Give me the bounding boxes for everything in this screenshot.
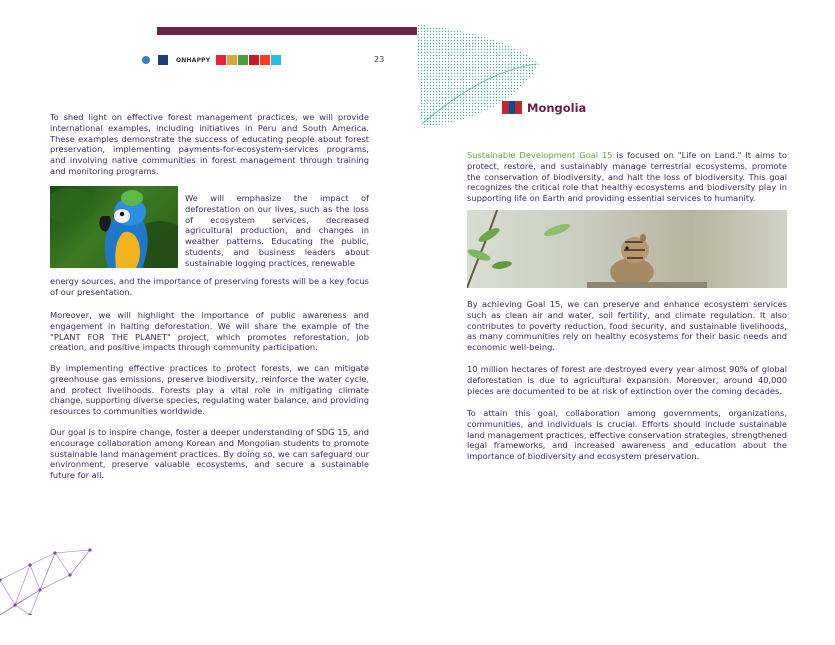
- sdg-icons: [216, 55, 281, 65]
- sdg15-intro-text: is focused on "Life on Land." It aims to protect, restore, and sustainably manage terrestrial ecosystems, promote the conservation of biodiversity, and halt the loss of biodiversity. This goal recognizes the critical role that healthy ecosystems and biodiversity play in supporting life on Earth and providing essential services to humanity.: [467, 150, 787, 204]
- paragraph-goal15-benefits: By achieving Goal 15, we can preserve and enhance ecosystem services such as clean air and water, soil fertility, and climate regulation. It also contributes to poverty reduction, food security, and sustainable livelihoods, as many communities rely on healthy ecosystems for their basic needs and economic well-being.: [467, 299, 787, 353]
- paragraph-our-goal: Our goal is to inspire change, foster a deeper understanding of SDG 15, and encourage collaboration among Korean and Mongolian students to promote sustainable land management practices. By doing so, we can safeguard our environment, preserve valuable ecosystems, and secure a sustainable future for all.: [50, 427, 369, 481]
- sdg-icon: [216, 55, 226, 65]
- paragraph-effective-practices: By implementing effective practices to protect forests, we can mitigate greenhouse gas emissions, preserve biodiversity, reinforce the water cycle, and protect livelihoods. Forests play a vital role in mitigating climate change, supporting diverse species, regulating water balance, and providing resources to communities worldwide.: [50, 363, 369, 417]
- section-title-mongolia: Mongolia: [527, 101, 587, 115]
- sdg-icon: [271, 55, 281, 65]
- sdg-icon: [260, 55, 270, 65]
- logo-bayanzurkh: [142, 54, 152, 66]
- paragraph-deforestation-impact-cont: energy sources, and the importance of preserving forests will be a key focus of our presentation.: [50, 276, 369, 297]
- flag-stripe: [515, 101, 522, 114]
- chipmunk-photo: [467, 210, 787, 288]
- top-bar: [157, 27, 417, 35]
- page-number: 23: [374, 55, 385, 64]
- partner-logos: [142, 53, 281, 67]
- flag-stripe: [502, 101, 509, 114]
- paragraph-deforestation-impact: We will emphasize the impact of deforestation on our lives, such as the loss of ecosystem services, decreased agricultural production, and changes in weather patterns. Educating the public, students, and business leaders about sustainable logging practices, renewable: [185, 193, 369, 268]
- flag-stripe: [509, 101, 516, 114]
- paragraph-sdg15-intro: [467, 150, 787, 204]
- paragraph-collaboration: To attain this goal, collaboration among governments, organizations, communities, and individuals is crucial. Efforts should include sustainable land management practices, effective conservation strategies, strengthened legal frameworks, and increased awareness and education about the importance of biodiversity and ecosystem preservation.: [467, 408, 787, 462]
- sdg-icon: [227, 55, 237, 65]
- logo-onhappy: ONHAPPY: [176, 56, 211, 64]
- sdg-icon: [249, 55, 259, 65]
- sdg15-highlight: Sustainable Development Goal 15: [467, 150, 613, 160]
- paragraph-public-awareness: Moreover, we will highlight the importance of public awareness and engagement in halting deforestation. We will share the example of the "PLANT FOR THE PLANET" project, which promotes reforestation, job creation, and positive impacts through community participation.: [50, 310, 369, 353]
- network-graphic: [0, 545, 95, 615]
- paragraph-forest-examples: To shed light on effective forest management practices, we will provide international examples, including initiatives in Peru and South America. These examples demonstrate the success of educating people about forest preservation, implementing payments-for-ecosystem-services programs, and involving native communities in forest management through training and monitoring programs.: [50, 112, 369, 176]
- parrot-photo: [50, 186, 178, 268]
- logo-lincoln: [158, 54, 170, 66]
- sdg-icon: [238, 55, 248, 65]
- mongolia-flag-icon: [502, 101, 522, 114]
- paragraph-deforestation-stats: 10 million hectares of forest are destroyed every year almost 90% of global deforestation is due to agricultural expansion. Moreover, around 40,000 pieces are documented to be at risk of extinction over the coming decades.: [467, 364, 787, 396]
- leaf-dot-graphic: [417, 24, 542, 128]
